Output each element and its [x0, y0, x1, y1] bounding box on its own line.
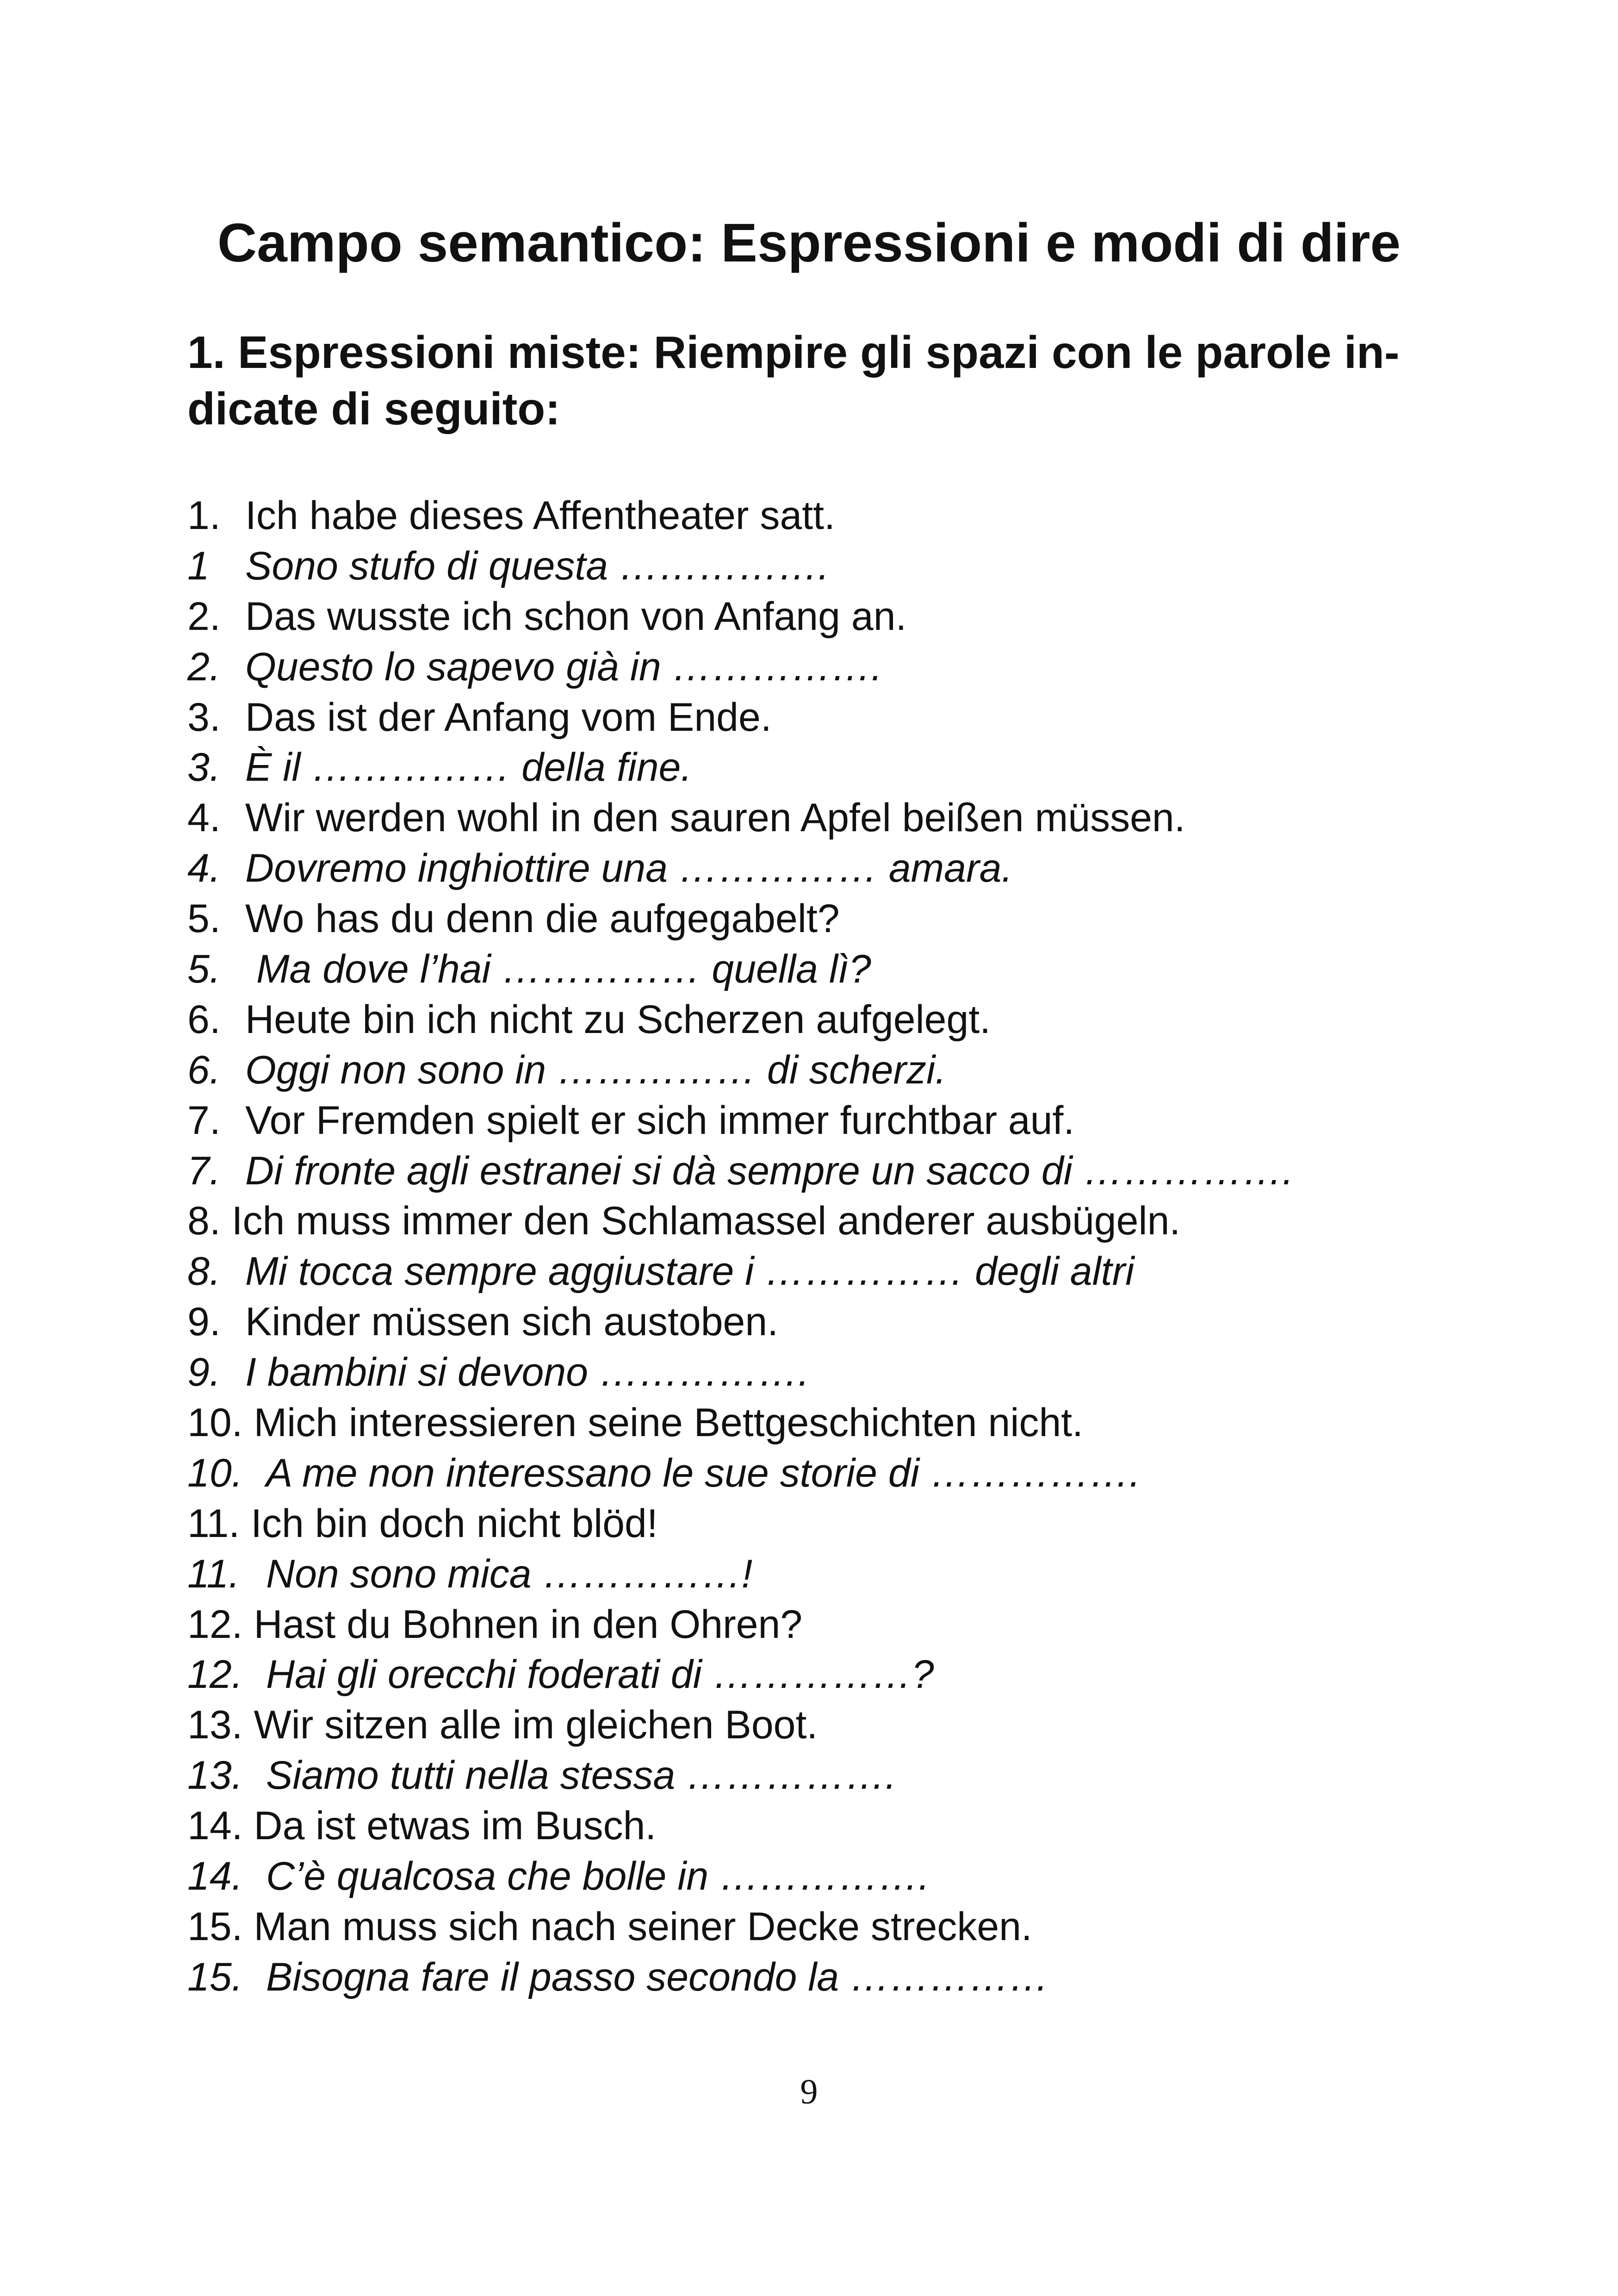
line-text: Hai gli orecchi foderati di ……………?: [266, 1652, 934, 1697]
exercise-line-de-9: [187, 1297, 1529, 1347]
line-text: C’è qualcosa che bolle in …………….: [266, 1854, 930, 1899]
line-text: A me non interessano le sue storie di …………….: [266, 1450, 1141, 1495]
exercise-line-it-13: [187, 1750, 1529, 1801]
line-text: Ma dove l’hai …………… quella lì?: [245, 947, 871, 992]
line-number: 8.: [187, 1199, 221, 1244]
line-number: 11.: [187, 1501, 240, 1546]
exercise-line-it-12: [187, 1649, 1529, 1700]
line-text: Questo lo sapevo già in …………….: [245, 644, 882, 689]
exercise-line-de-2: [187, 591, 1529, 642]
exercise-line-it-10: [187, 1448, 1529, 1499]
exercise-line-de-15: [187, 1902, 1529, 1952]
exercise-line-de-7: [187, 1095, 1529, 1146]
line-number: 10.: [187, 1450, 243, 1495]
exercise-list: [187, 491, 1529, 2003]
line-number: 15.: [187, 1954, 243, 1999]
line-number: 6.: [187, 997, 221, 1042]
line-text: Ich muss immer den Schlamassel anderer ausbügeln.: [231, 1199, 1181, 1244]
line-text: I bambini si devono …………….: [245, 1350, 809, 1395]
exercise-line-it-3: [187, 742, 1529, 793]
exercise-line-de-5: [187, 894, 1529, 944]
exercise-heading: [187, 324, 1474, 437]
line-text: Das ist der Anfang vom Ende.: [245, 695, 772, 740]
exercise-line-it-11: [187, 1549, 1529, 1599]
exercise-line-de-11: [187, 1499, 1529, 1549]
exercise-heading-line-2: dicate di seguito:: [187, 383, 560, 434]
exercise-line-it-6: [187, 1045, 1529, 1095]
line-number: 2.: [187, 594, 221, 639]
line-number: 12.: [187, 1602, 243, 1647]
exercise-heading-line-1: 1. Espressioni miste: Riempire gli spazi con le parole in-: [187, 327, 1400, 378]
line-number: 13.: [187, 1753, 243, 1798]
page-title: Campo semantico: Espressioni e modi di dire: [217, 212, 1401, 274]
exercise-line-de-12: [187, 1599, 1529, 1650]
line-text: Vor Fremden spielt er sich immer furchtbar auf.: [245, 1098, 1075, 1143]
line-text: È il …………… della fine.: [245, 745, 692, 790]
line-number: 1.: [187, 493, 221, 538]
line-number: 6.: [187, 1047, 221, 1092]
line-number: 5.: [187, 947, 221, 992]
line-number: 3.: [187, 745, 221, 790]
line-number: 12.: [187, 1652, 243, 1697]
exercise-line-it-7: [187, 1146, 1529, 1196]
exercise-line-it-4: [187, 843, 1529, 894]
line-number: 8.: [187, 1249, 221, 1294]
exercise-line-it-5: [187, 944, 1529, 995]
line-text: Wir sitzen alle im gleichen Boot.: [254, 1703, 818, 1748]
line-text: Sono stufo di questa …………….: [245, 543, 829, 588]
line-number: 15.: [187, 1904, 243, 1949]
exercise-line-de-10: [187, 1398, 1529, 1448]
exercise-line-de-8: [187, 1196, 1529, 1246]
line-number: 10.: [187, 1400, 243, 1445]
line-number: 14.: [187, 1854, 243, 1899]
exercise-line-de-4: [187, 793, 1529, 843]
exercise-line-de-3: [187, 692, 1529, 743]
exercise-line-it-15: [187, 1952, 1529, 2003]
line-number: 13.: [187, 1703, 243, 1748]
line-text: Bisogna fare il passo secondo la ……………: [266, 1954, 1049, 1999]
line-text: Wir werden wohl in den sauren Apfel beißen müssen.: [245, 796, 1185, 840]
line-number: 4.: [187, 846, 221, 891]
exercise-line-it-8: [187, 1246, 1529, 1297]
line-text: Wo has du denn die aufgegabelt?: [245, 896, 840, 941]
line-text: Ich habe dieses Affentheater satt.: [245, 493, 835, 538]
line-number: 5.: [187, 896, 221, 941]
exercise-line-de-1: [187, 491, 1529, 541]
line-text: Mi tocca sempre aggiustare i …………… degli altri: [245, 1249, 1134, 1294]
line-text: Di fronte agli estranei si dà sempre un sacco di …………….: [245, 1148, 1294, 1193]
line-text: Ich bin doch nicht blöd!: [251, 1501, 658, 1546]
line-text: Mich interessieren seine Bettgeschichten nicht.: [254, 1400, 1084, 1445]
page-number: 9: [800, 2072, 818, 2111]
exercise-line-it-2: [187, 642, 1529, 692]
line-number: 4.: [187, 796, 221, 840]
line-text: Man muss sich nach seiner Decke strecken.: [254, 1904, 1032, 1949]
line-number: 9.: [187, 1350, 221, 1395]
exercise-line-it-9: [187, 1347, 1529, 1398]
line-number: 11.: [187, 1551, 240, 1596]
exercise-line-de-14: [187, 1801, 1529, 1851]
exercise-line-it-1: [187, 541, 1529, 591]
line-text: Heute bin ich nicht zu Scherzen aufgelegt.: [245, 997, 991, 1042]
line-text: Oggi non sono in …………… di scherzi.: [245, 1047, 947, 1092]
line-text: Dovremo inghiottire una …………… amara.: [245, 846, 1013, 891]
line-text: Das wusste ich schon von Anfang an.: [245, 594, 907, 639]
line-text: Kinder müssen sich austoben.: [245, 1300, 779, 1344]
line-text: Siamo tutti nella stessa …………….: [266, 1753, 897, 1798]
line-number: 9.: [187, 1300, 221, 1344]
exercise-line-it-14: [187, 1851, 1529, 1902]
exercise-line-de-6: [187, 995, 1529, 1045]
line-number: 7.: [187, 1098, 221, 1143]
line-number: 1: [187, 543, 210, 588]
line-number: 14.: [187, 1804, 243, 1848]
line-number: 7.: [187, 1148, 221, 1193]
line-text: Non sono mica ……………!: [266, 1551, 753, 1596]
exercise-line-de-13: [187, 1700, 1529, 1750]
line-number: 3.: [187, 695, 221, 740]
line-text: Hast du Bohnen in den Ohren?: [254, 1602, 803, 1647]
line-number: 2.: [187, 644, 221, 689]
line-text: Da ist etwas im Busch.: [254, 1804, 657, 1848]
